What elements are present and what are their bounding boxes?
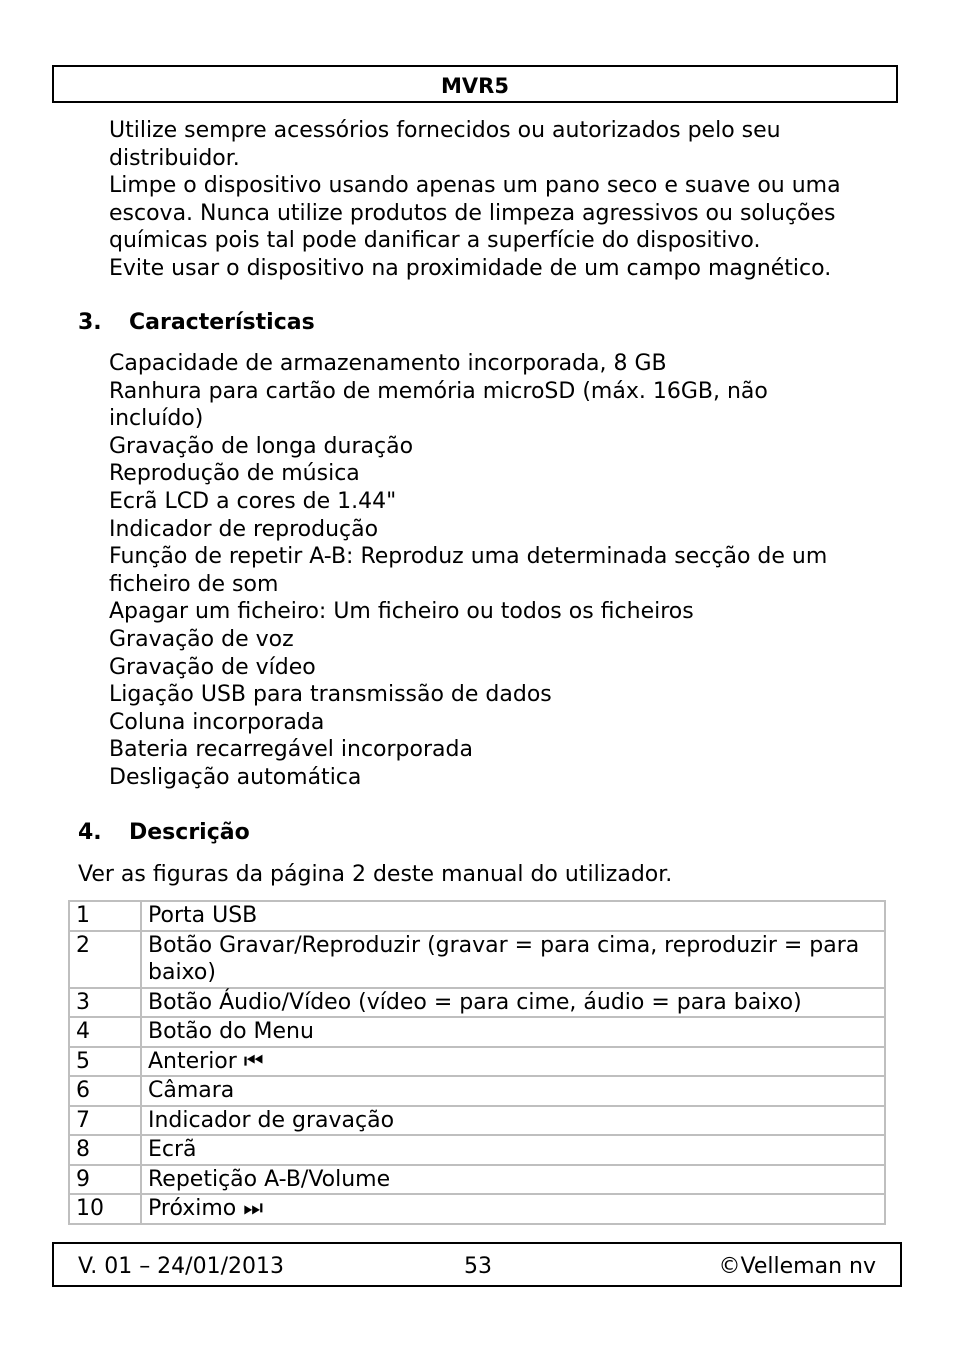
feature-line: Indicador de reprodução bbox=[109, 516, 379, 542]
feature-line: Bateria recarregável incorporada bbox=[109, 737, 473, 763]
table-row bbox=[69, 1135, 885, 1165]
feature-line: Gravação de voz bbox=[109, 626, 294, 652]
document-footer bbox=[52, 1242, 902, 1287]
feature-line: incluído) bbox=[109, 406, 204, 432]
part-description: Botão do Menu bbox=[141, 1017, 885, 1047]
table-row bbox=[69, 988, 885, 1018]
part-description: Anterior ⏮ bbox=[141, 1047, 885, 1077]
section-title: Descrição bbox=[129, 820, 250, 845]
part-description: Botão Gravar/Reproduzir (gravar = para cima, reproduzir = para baixo) bbox=[141, 931, 885, 988]
part-description: Próximo ⏭ bbox=[141, 1194, 885, 1224]
text-line: químicas pois tal pode danificar a superfície do dispositivo. bbox=[109, 228, 761, 254]
feature-line: Reprodução de música bbox=[109, 461, 360, 487]
text-line: Utilize sempre acessórios fornecidos ou autorizados pelo seu bbox=[109, 118, 781, 143]
section-title: Características bbox=[129, 310, 315, 335]
table-row bbox=[69, 1076, 885, 1106]
table-row bbox=[69, 1165, 885, 1195]
part-number: 1 bbox=[69, 901, 141, 931]
part-number: 4 bbox=[69, 1017, 141, 1047]
feature-line: Ecrã LCD a cores de 1.44" bbox=[109, 488, 397, 514]
feature-line: Ligação USB para transmissão de dados bbox=[109, 682, 552, 708]
section-4-heading bbox=[78, 819, 250, 847]
feature-line: Ranhura para cartão de memória microSD (máx. 16GB, não bbox=[109, 378, 768, 404]
table-row bbox=[69, 1017, 885, 1047]
section-number: 3. bbox=[78, 310, 102, 335]
part-number: 10 bbox=[69, 1194, 141, 1224]
feature-line: Desligação automática bbox=[109, 764, 362, 790]
table-row bbox=[69, 1047, 885, 1077]
footer-version: V. 01 – 24/01/2013 bbox=[78, 1254, 284, 1279]
table-row bbox=[69, 931, 885, 988]
text-line: distribuidor. bbox=[109, 145, 240, 171]
feature-line: Capacidade de armazenamento incorporada, 8 GB bbox=[109, 351, 667, 376]
part-number: 6 bbox=[69, 1076, 141, 1106]
feature-line: Coluna incorporada bbox=[109, 709, 325, 735]
text-line: Limpe o dispositivo usando apenas um pano seco e suave ou uma bbox=[109, 173, 841, 199]
part-description: Câmara bbox=[141, 1076, 885, 1106]
part-description: Indicador de gravação bbox=[141, 1106, 885, 1136]
safety-paragraph bbox=[109, 117, 889, 283]
feature-line: Apagar um ficheiro: Um ficheiro ou todos os ficheiros bbox=[109, 599, 694, 625]
footer-page-number: 53 bbox=[464, 1254, 492, 1279]
feature-line: Função de repetir A-B: Reproduz uma determinada secção de um bbox=[109, 544, 828, 570]
feature-line: Gravação de vídeo bbox=[109, 654, 316, 680]
features-list bbox=[109, 350, 889, 792]
text-line: escova. Nunca utilize produtos de limpeza agressivos ou soluções bbox=[109, 200, 836, 226]
table-row bbox=[69, 1194, 885, 1224]
table-row bbox=[69, 1106, 885, 1136]
parts-table bbox=[68, 900, 886, 1225]
section-3-heading bbox=[78, 309, 315, 337]
document-header bbox=[52, 65, 898, 103]
part-number: 3 bbox=[69, 988, 141, 1018]
part-number: 2 bbox=[69, 931, 141, 988]
part-description: Porta USB bbox=[141, 901, 885, 931]
feature-line: ficheiro de som bbox=[109, 571, 279, 597]
part-number: 7 bbox=[69, 1106, 141, 1136]
part-description: Ecrã bbox=[141, 1135, 885, 1165]
part-number: 5 bbox=[69, 1047, 141, 1077]
table-row bbox=[69, 901, 885, 931]
description-intro: Ver as figuras da página 2 deste manual do utilizador. bbox=[78, 862, 673, 887]
part-number: 9 bbox=[69, 1165, 141, 1195]
section-number: 4. bbox=[78, 820, 102, 845]
part-description: Botão Áudio/Vídeo (vídeo = para cime, áudio = para baixo) bbox=[141, 988, 885, 1018]
text-line: Evite usar o dispositivo na proximidade de um campo magnético. bbox=[109, 255, 832, 281]
part-number: 8 bbox=[69, 1135, 141, 1165]
header-title: MVR5 bbox=[441, 74, 509, 98]
footer-copyright: ©Velleman nv bbox=[718, 1254, 876, 1279]
feature-line: Gravação de longa duração bbox=[109, 433, 414, 459]
part-description: Repetição A-B/Volume bbox=[141, 1165, 885, 1195]
